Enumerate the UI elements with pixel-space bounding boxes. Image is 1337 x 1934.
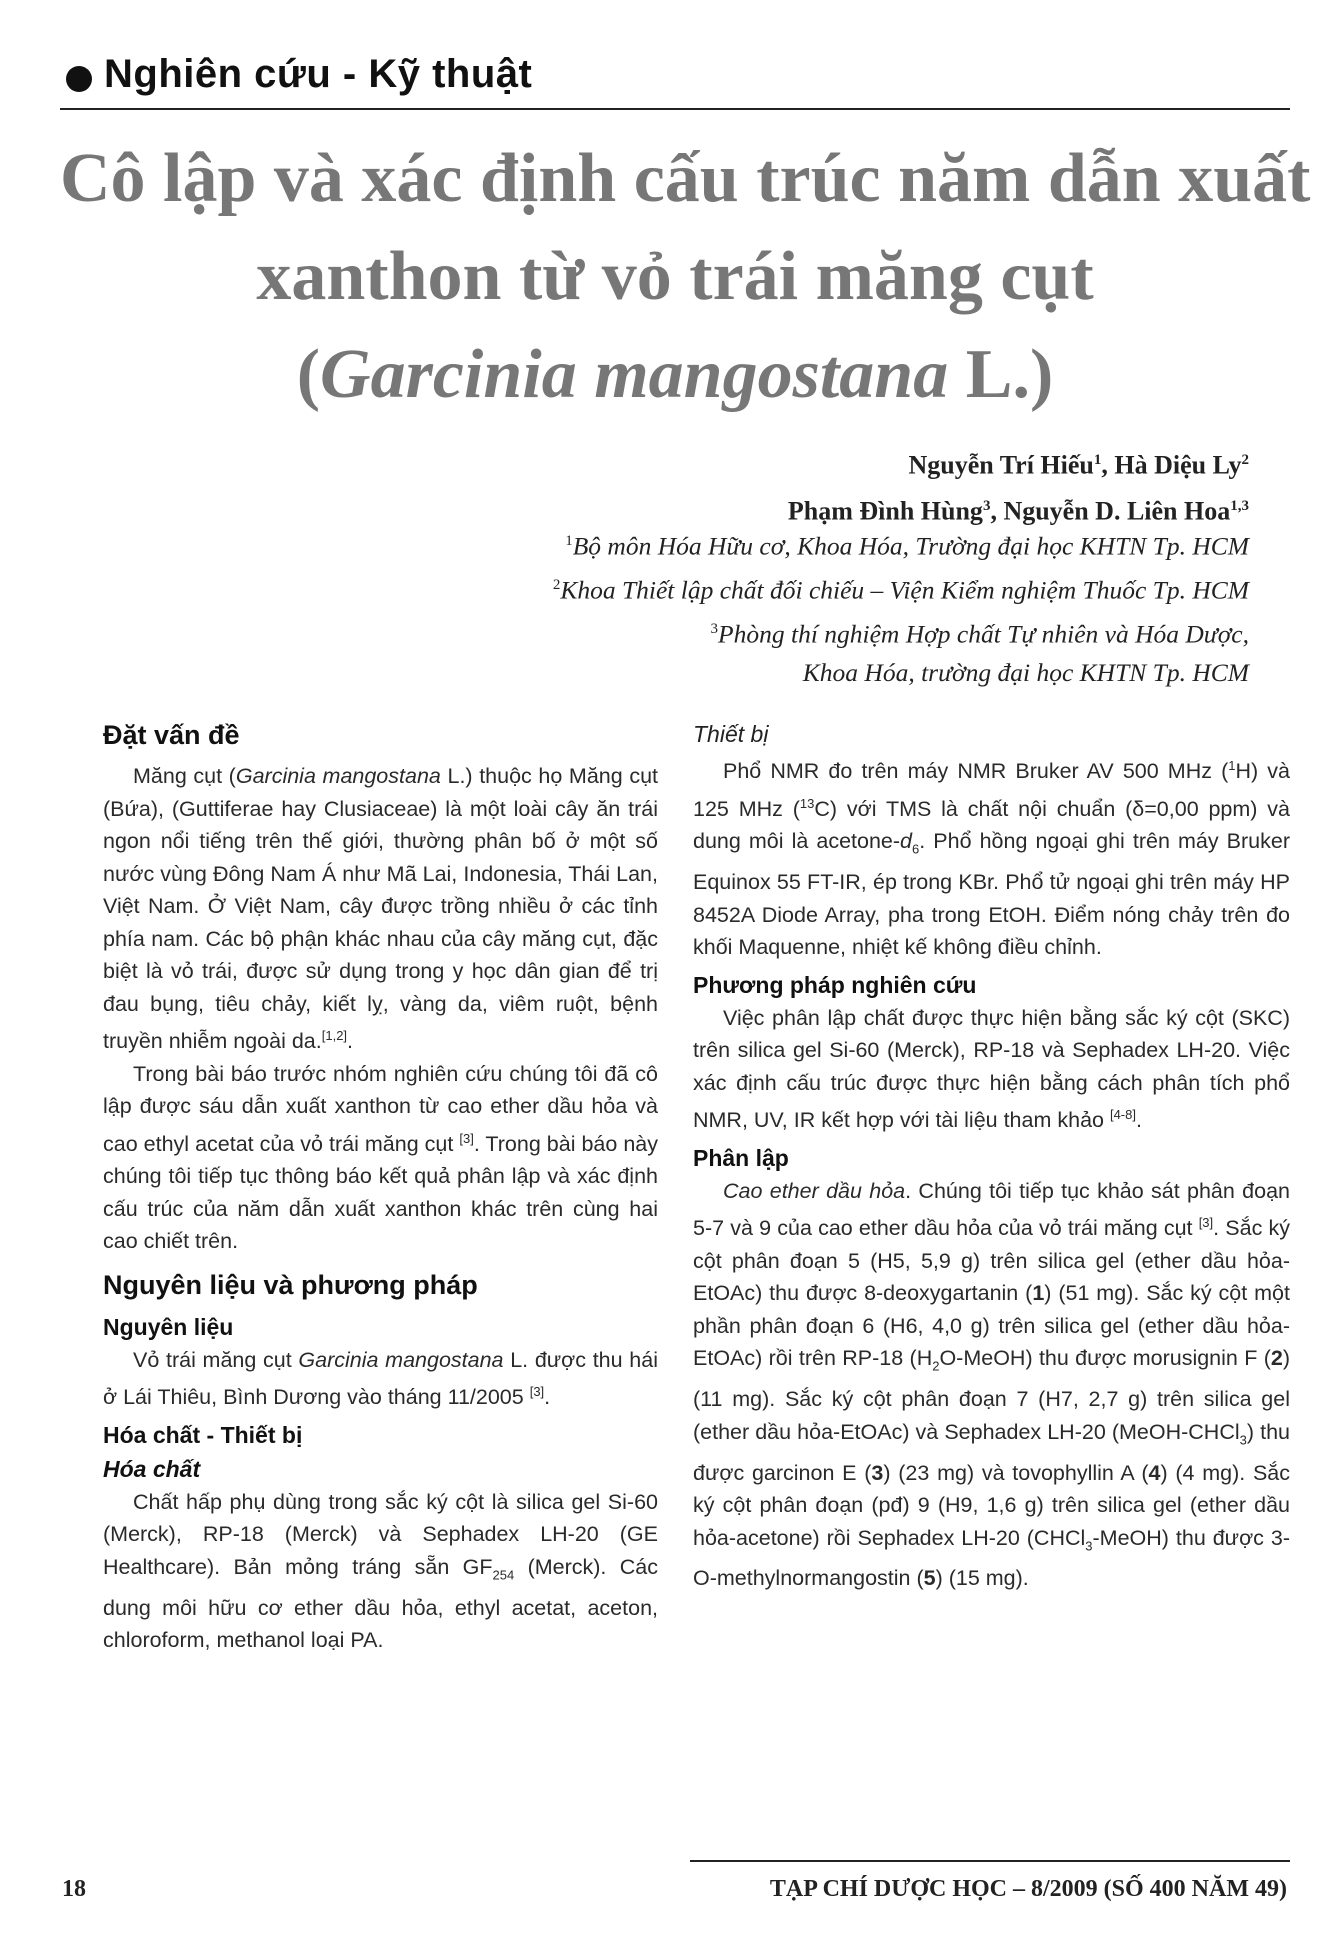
title-line-2: xanthon từ vỏ trái măng cụt — [256, 238, 1094, 315]
heading-isolation: Phân lập — [693, 1144, 789, 1171]
affiliation: $^3$Phòng thí nghiệm Hợp chất Tự nhiên và Hóa Dược, — [710, 619, 1249, 649]
affiliation: $^2$Khoa Thiết lập chất đối chiếu – Viện Kiểm nghiệm Thuốc Tp. HCM — [552, 575, 1249, 605]
author-name: Phạm Đình Hùng — [787, 496, 983, 526]
paragraph: Măng cụt (Garcinia mangostana L.) thuộc họ Măng cụt (Bứa), (Guttiferae hay Clusiaceae) là một loài cây ăn trái ngon nổi tiếng trên thế giới, thường phân bố ở một số nước vùng Đông Nam Á như Mã Lai, Indonesia, Thái Lan, Việt Nam. Ở Việt Nam, cây được trồng nhiều ở các tỉnh phía nam. Các bộ phận khác nhau của cây măng cụt, đặc biệt là vỏ trái, được sử dụng trong y học dân gian để trị đau bụng, tiêu chảy, kiết lỵ, vàng da, viêm ruột, bệnh truyền nhiễm ngoài da.[1,2]. — [103, 764, 658, 1054]
heading-chemicals: Hóa chất — [103, 1455, 201, 1482]
section-label: Nghiên cứu - Kỹ thuật — [104, 52, 533, 96]
paragraph: Phổ NMR đo trên máy NMR Bruker AV 500 MHz ($^1$H) và 125 MHz ($^{13}$C) với TMS là chất nội chuẩn (δ=0,00 ppm) và dung môi là acetone-$d_6$. Phổ hồng ngoại ghi trên máy Bruker Equinox 55 FT-IR, ép trong KBr. Phổ tử ngoại ghi trên máy HP 8452A Diode Array, pha trong EtOH. Điểm nóng chảy trên đo khối Maquenne, nhiệt kế không điều chỉnh. — [693, 758, 1290, 960]
author-name: Nguyễn Trí Hiếu — [908, 450, 1094, 480]
paragraph: Vỏ trái măng cụt Garcinia mangostana L. được thu hái ở Lái Thiêu, Bình Dương vào tháng 11/2005 [3]. — [103, 1347, 658, 1410]
affiliation: $^1$Bộ môn Hóa Hữu cơ, Khoa Hóa, Trường đại học KHTN Tp. HCM — [565, 531, 1249, 561]
author-line-1: Nguyễn Trí Hiếu$^1$, Hà Diệu Ly$^2$ — [908, 450, 1249, 480]
paragraph: Trong bài báo trước nhóm nghiên cứu chúng tôi đã cô lập được sáu dẫn xuất xanthon từ cao ether dầu hỏa và cao ethyl acetat của vỏ trái măng cụt [3]. Trong bài báo này chúng tôi tiếp tục thông báo kết quả phân lập và xác định cấu trúc của năm dẫn xuất xanthon khác trên cùng hai cao chiết trên. — [103, 1061, 659, 1254]
paragraph: Việc phân lập chất được thực hiện bằng sắc ký cột (SKC) trên silica gel Si-60 (Merck), RP-18 và Sephadex LH-20. Việc xác định cấu trúc được thực hiện bằng cách phân tích phổ NMR, UV, IR kết hợp với tài liệu tham khảo [4-8]. — [693, 1005, 1290, 1133]
paragraph: Chất hấp phụ dùng trong sắc ký cột là silica gel Si-60 (Merck), RP-18 (Merck) và Sephadex LH-20 (GE Healthcare). Bản mỏng tráng sẵn $GF_{254}$ (Merck). Các dung môi hữu cơ ether dầu hỏa, ethyl acetat, aceton, chloroform, methanol loại PA. — [103, 1489, 658, 1653]
heading-introduction: Đặt vấn đề — [103, 720, 240, 750]
title-line-3: (Garcinia mangostana L.) — [296, 336, 1054, 413]
heading-research-method: Phương pháp nghiên cứu — [693, 971, 977, 998]
author-list — [249, 440, 1249, 531]
author-name: Nguyễn D. Liên Hoa — [1003, 496, 1231, 526]
page-number: 18 — [62, 1876, 86, 1902]
citation: [3] — [529, 1384, 545, 1400]
heading-chem-equipment: Hóa chất - Thiết bị — [103, 1421, 303, 1448]
citation: [1,2] — [321, 1028, 348, 1043]
author-name: Hà Diệu Ly — [1114, 450, 1242, 480]
heading-methods: Nguyên liệu và phương pháp — [103, 1269, 478, 1300]
footer-divider — [690, 1860, 1290, 1862]
section-header — [60, 48, 1290, 110]
journal-citation: TẠP CHÍ DƯỢC HỌC – 8/2009 (SỐ 400 NĂM 49) — [769, 1876, 1287, 1902]
citation: [4-8] — [1109, 1107, 1136, 1123]
heading-equipment: Thiết bị — [693, 721, 769, 747]
paragraph: Cao ether dầu hỏa. Chúng tôi tiếp tục khảo sát phân đoạn 5-7 và 9 của cao ether dầu hỏa của vỏ trái măng cụt [3]. Sắc ký cột phân đoạn 5 (H5, 5,9 g) trên silica gel (ether dầu hỏa-EtOAc) thu được 8-deoxygartanin (1) (51 mg). Sắc ký cột một phần phân đoạn 6 (H6, 4,0 g) trên silica gel (ether dầu hỏa-EtOAc) rồi trên RP-18 $(H_2O-MeOH)$ thu được morusignin F (2) (11 mg). Sắc ký cột phân đoạn 7 (H7, 2,7 g) trên silica gel (ether dầu hỏa-EtOAc) và Sephadex LH-20 (MeOH-CHCl$_3$) thu được garcinon E (3) (23 mg) và tovophyllin A (4) (4 mg). Sắc ký cột phân đoạn (pđ) 9 (H9, 1,6 g) trên silica gel (ether dầu hỏa-acetone) rồi Sephadex LH-20 (CHCl$_3$-MeOH) thu được 3-O-methylnormangostin (5) (15 mg). — [693, 1178, 1291, 1591]
right-column — [693, 718, 1290, 1595]
affiliation: Khoa Hóa, trường đại học KHTN Tp. HCM — [802, 658, 1249, 687]
article-title — [60, 130, 1311, 424]
heading-materials: Nguyên liệu — [103, 1313, 234, 1340]
citation: [3] — [459, 1130, 474, 1146]
citation: [3] — [1198, 1215, 1214, 1231]
left-column — [103, 718, 658, 1657]
bullet-icon — [66, 66, 92, 92]
title-species: Garcinia mangostana — [320, 336, 949, 413]
title-line-1: Cô lập và xác định cấu trúc năm dẫn xuất — [60, 140, 1311, 217]
affiliation-list — [149, 522, 1249, 693]
author-line-2: Phạm Đình Hùng$^3$, Nguyễn D. Liên Hoa$^{1,3}$ — [787, 496, 1249, 526]
